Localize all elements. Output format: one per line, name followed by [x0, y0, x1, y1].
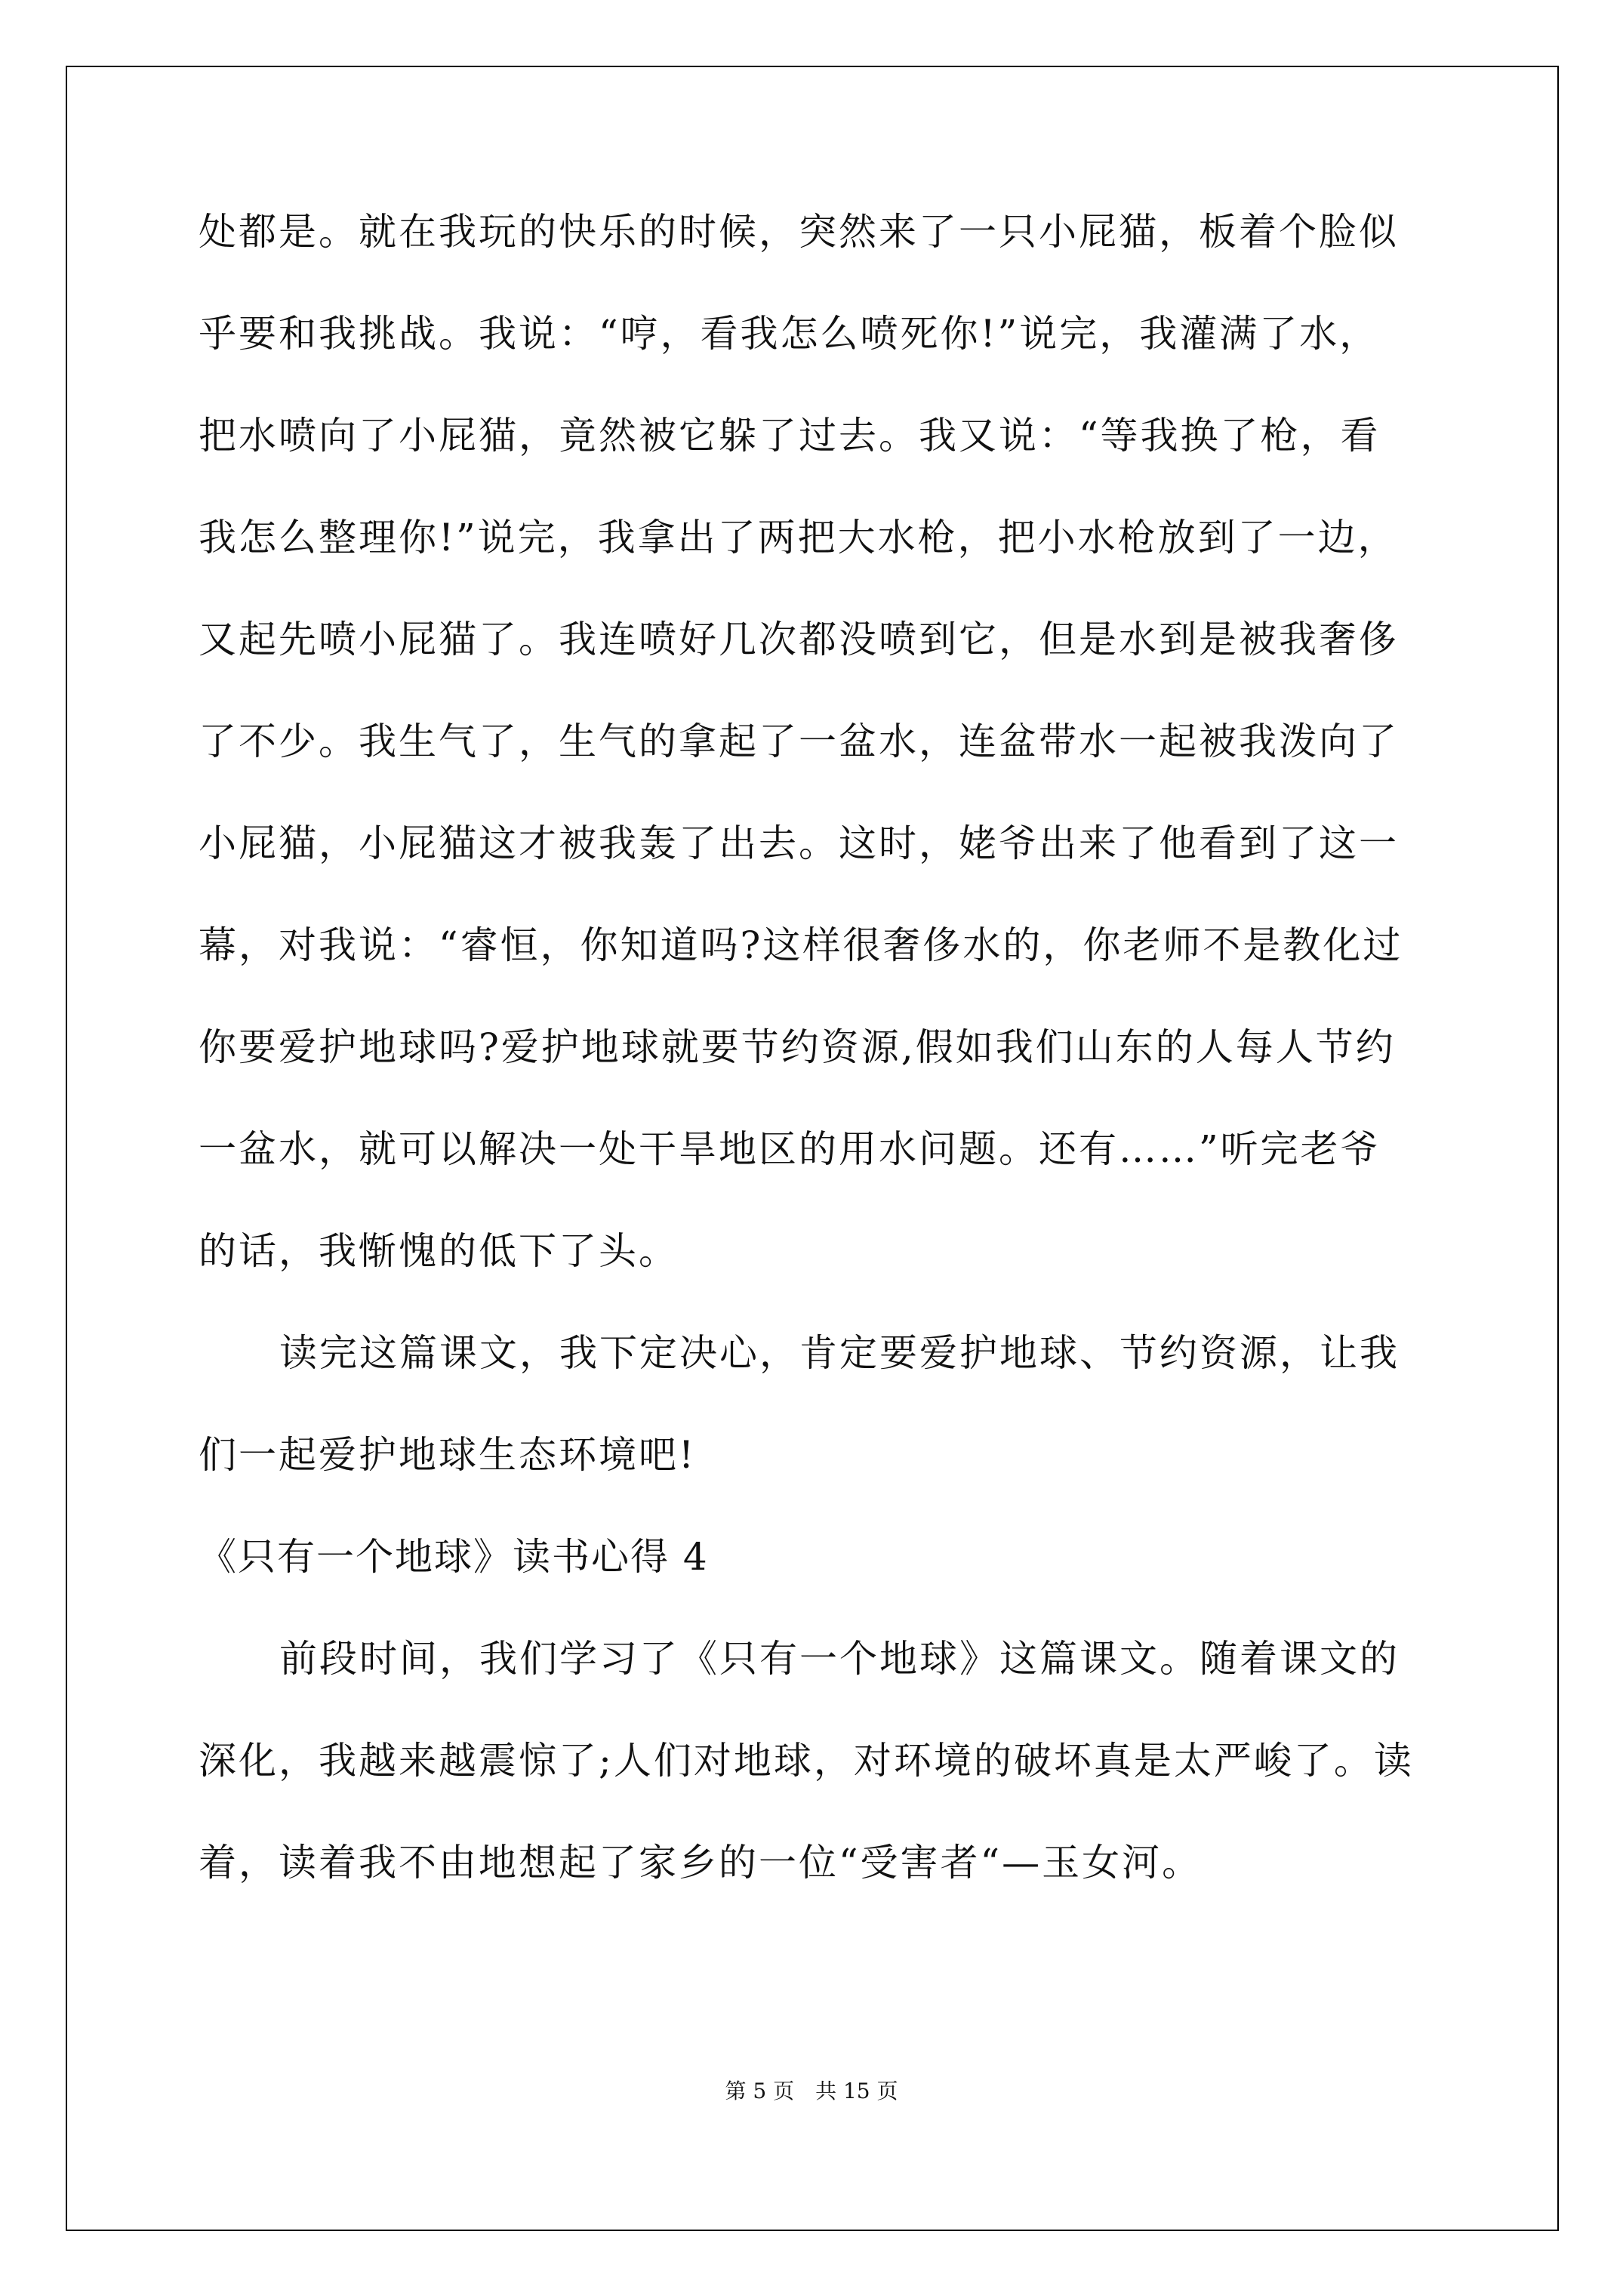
body-line: 深化，我越来越震惊了;人们对地球，对环境的破坏真是太严峻了。读 — [199, 1739, 1414, 1783]
page-number: 第 5 页 — [725, 2079, 795, 2103]
body-line: 你要爱护地球吗?爱护地球就要节约资源,假如我们山东的人每人节约 — [199, 1025, 1396, 1069]
body-line: 一盆水，就可以解决一处干旱地区的用水问题。还有……”听完老爷 — [199, 1127, 1381, 1171]
body-line: 们一起爱护地球生态环境吧! — [199, 1433, 697, 1477]
body-line: 小屁猫，小屁猫这才被我轰了出去。这时，姥爷出来了他看到了这一 — [199, 821, 1399, 865]
body-line: 处都是。就在我玩的快乐的时候，突然来了一只小屁猫，板着个脸似 — [199, 210, 1399, 254]
body-line: 我怎么整理你!”说完，我拿出了两把大水枪，把小水枪放到了一边， — [199, 516, 1398, 559]
body-line: 读完这篇课文，我下定决心，肯定要爱护地球、节约资源，让我 — [279, 1331, 1400, 1375]
body-line: 乎要和我挑战。我说：“哼，看我怎么喷死你!”说完，我灌满了水， — [199, 312, 1380, 356]
body-line: 把水喷向了小屁猫，竟然被它躲了过去。我又说：“等我换了枪，看 — [199, 414, 1381, 458]
body-line: 了不少。我生气了，生气的拿起了一盆水，连盆带水一起被我泼向了 — [199, 720, 1399, 763]
body-line: 着，读着我不由地想起了家乡的一位“受害者“—玉女河。 — [199, 1841, 1203, 1885]
body-line: 幕，对我说：“睿恒，你知道吗?这样很奢侈水的，你老师不是教化过 — [199, 923, 1403, 967]
page-total: 共 15 页 — [815, 2079, 898, 2103]
body-line: 的话，我惭愧的低下了头。 — [199, 1229, 679, 1273]
page-footer — [0, 2076, 1623, 2106]
body-line: 前段时间，我们学习了《只有一个地球》这篇课文。随着课文的 — [279, 1637, 1400, 1681]
body-line: 又起先喷小屁猫了。我连喷好几次都没喷到它，但是水到是被我奢侈 — [199, 618, 1399, 661]
section-heading: 《只有一个地球》读书心得 4 — [199, 1535, 709, 1579]
